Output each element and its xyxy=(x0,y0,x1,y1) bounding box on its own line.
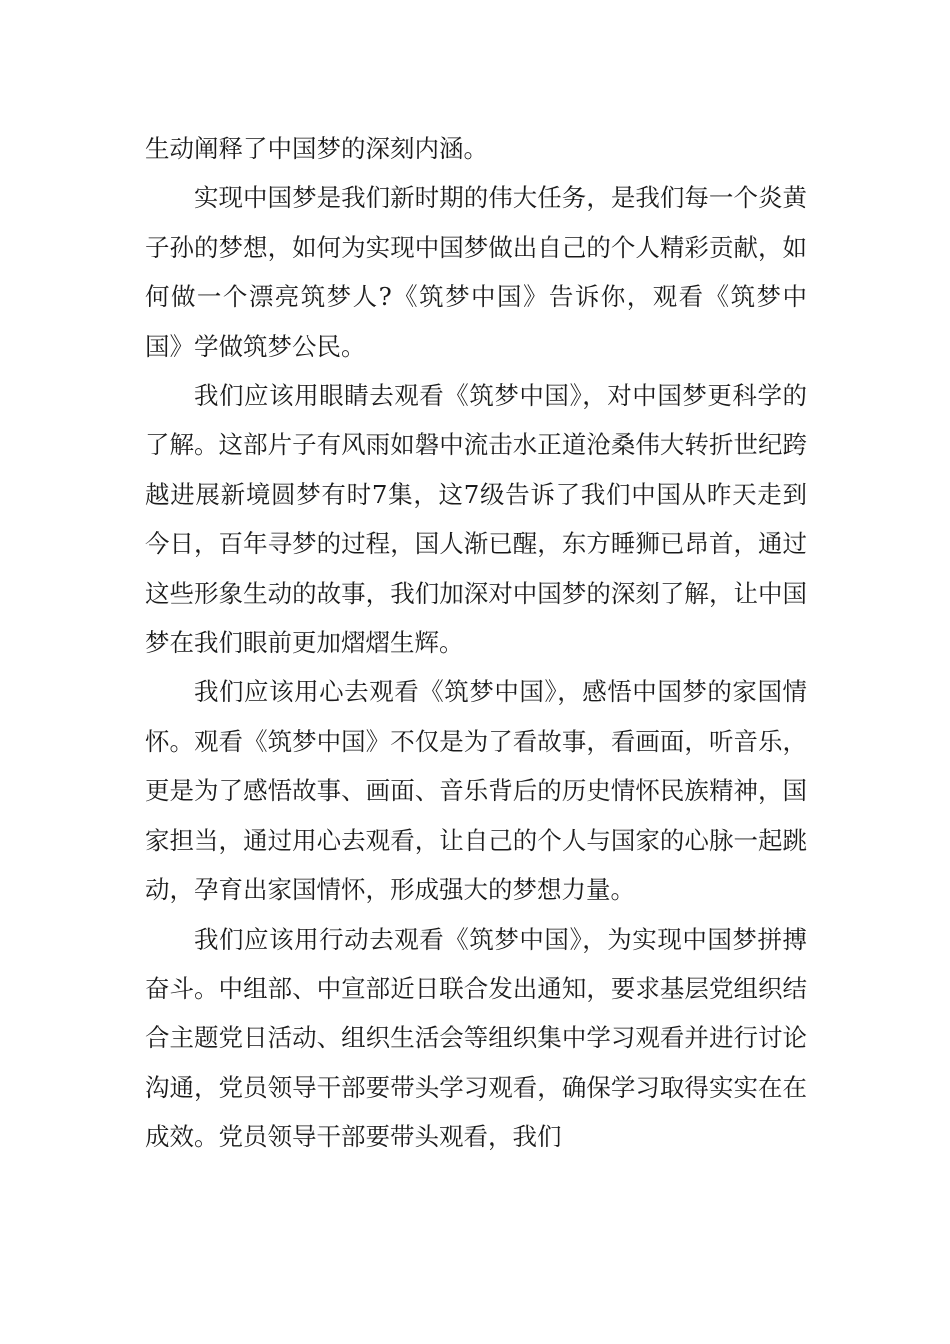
paragraph: 我们应该用眼睛去观看《筑梦中国》，对中国梦更科学的了解。这部片子有风雨如磐中流击水正道沧桑伟大转折世纪跨越进展新境圆梦有时7集，这7级告诉了我们中国从昨天走到今日，百年寻梦的过程，国人渐已醒，东方睡狮已昂首，通过这些形象生动的故事，我们加深对中国梦的深刻了解，让中国梦在我们眼前更加熠熠生辉。 xyxy=(145,381,807,658)
paragraph-continuation: 生动阐释了中国梦的深刻内涵。 xyxy=(145,134,488,163)
document-body xyxy=(145,124,807,1162)
paragraph: 我们应该用心去观看《筑梦中国》，感悟中国梦的家国情怀。观看《筑梦中国》不仅是为了看故事，看画面，听音乐，更是为了感悟故事、画面、音乐背后的历史情怀民族精神，国家担当，通过用心去观看，让自己的个人与国家的心脉一起跳动，孕育出家国情怀，形成强大的梦想力量。 xyxy=(145,677,807,905)
paragraph: 我们应该用行动去观看《筑梦中国》，为实现中国梦拼搏奋斗。中组部、中宣部近日联合发出通知，要求基层党组织结合主题党日活动、组织生活会等组织集中学习观看并进行讨论沟通，党员领导干部要带头学习观看，确保学习取得实实在在成效。党员领导干部要带头观看，我们 xyxy=(145,924,807,1152)
paragraph: 实现中国梦是我们新时期的伟大任务，是我们每一个炎黄子孙的梦想，如何为实现中国梦做出自己的个人精彩贡献，如何做一个漂亮筑梦人?《筑梦中国》告诉你，观看《筑梦中国》学做筑梦公民。 xyxy=(145,183,807,361)
